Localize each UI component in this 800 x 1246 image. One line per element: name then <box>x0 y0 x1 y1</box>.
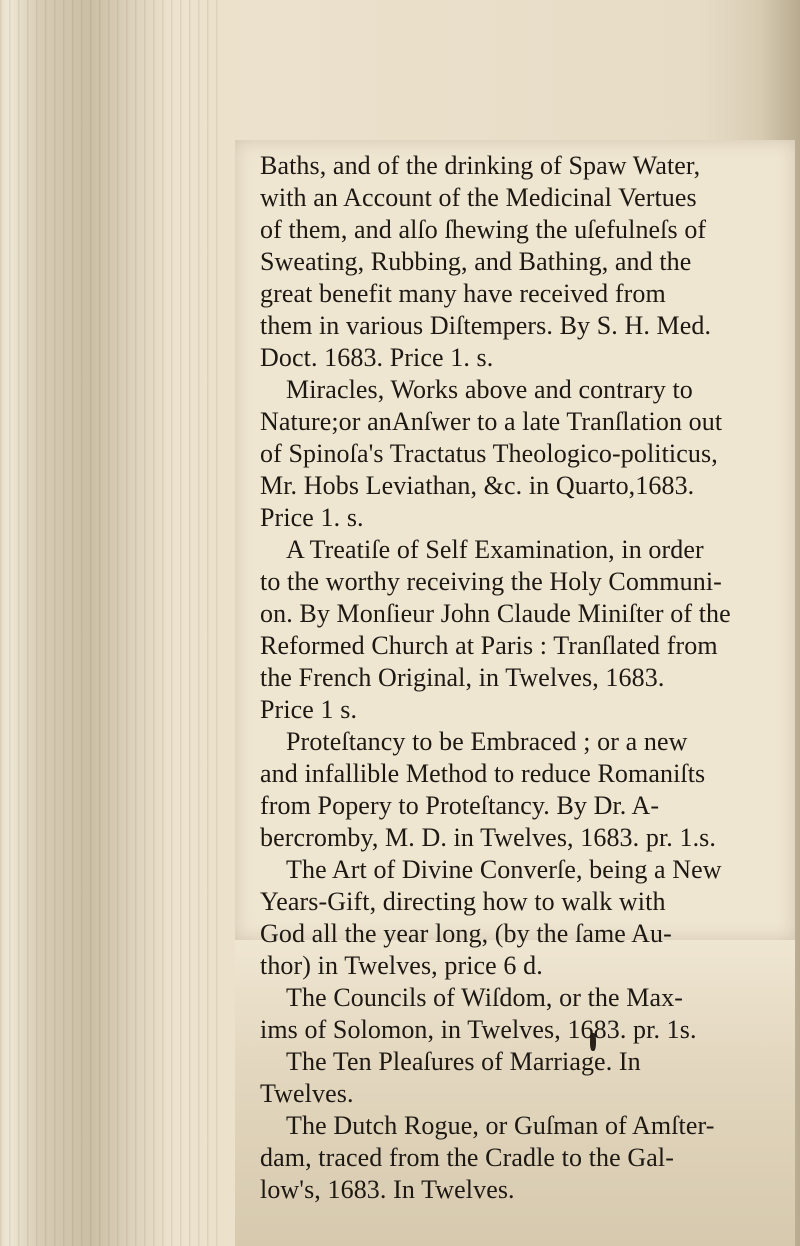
text-line: them in various Diſtempers. By S. H. Med. <box>260 311 712 340</box>
text-line: of them, and alſo ſhewing the uſefulneſs of <box>260 215 707 244</box>
text-line: of Spinoſa's Tractatus Theologico-politicus, <box>260 439 718 468</box>
text-line: The Art of Divine Converſe, being a New <box>286 855 722 884</box>
text-line: bercromby, M. D. in Twelves, 1683. pr. 1.s. <box>260 823 716 852</box>
text-line: ims of Solomon, in Twelves, 1683. pr. 1s. <box>260 1015 697 1044</box>
text-line: Price 1 s. <box>260 695 358 724</box>
text-line: Doct. 1683. Price 1. s. <box>260 343 494 372</box>
text-line: Price 1. s. <box>260 503 364 532</box>
text-line: dam, traced from the Cradle to the Gal- <box>260 1143 674 1172</box>
text-line: The Dutch Rogue, or Guſman of Amſter- <box>286 1111 715 1140</box>
text-line: Sweating, Rubbing, and Bathing, and the <box>260 247 692 276</box>
text-line: to the worthy receiving the Holy Communi- <box>260 567 722 596</box>
text-line: Mr. Hobs Leviathan, &c. in Quarto,1683. <box>260 471 695 500</box>
text-line: Twelves. <box>260 1079 354 1108</box>
text-line: Nature;or anAnſwer to a late Tranſlation out <box>260 407 723 436</box>
text-line: Reformed Church at Paris : Tranſlated from <box>260 631 718 660</box>
text-line: low's, 1683. In Twelves. <box>260 1175 515 1204</box>
text-line: Baths, and of the drinking of Spaw Water, <box>260 151 701 180</box>
text-line: great benefit many have received from <box>260 279 666 308</box>
text-line: the French Original, in Twelves, 1683. <box>260 663 665 692</box>
text-line: Miracles, Works above and contrary to <box>286 375 693 404</box>
text-line: Proteſtancy to be Embraced ; or a new <box>286 727 688 756</box>
text-line: and infallible Method to reduce Romaniſts <box>260 759 706 788</box>
text-line: with an Account of the Medicinal Vertues <box>260 183 697 212</box>
text-line: from Popery to Proteſtancy. By Dr. A- <box>260 791 660 820</box>
text-line: on. By Monſieur John Claude Miniſter of the <box>260 599 731 628</box>
text-line: A Treatiſe of Self Examination, in order <box>286 535 704 564</box>
text-line: The Ten Pleaſures of Marriage. In <box>286 1047 641 1076</box>
text-line: Years-Gift, directing how to walk with <box>260 887 666 916</box>
text-line: thor) in Twelves, price 6 d. <box>260 951 543 980</box>
book-advertisement-text <box>260 150 780 1206</box>
text-line: The Councils of Wiſdom, or the Max- <box>286 983 683 1012</box>
text-line: God all the year long, (by the ſame Au- <box>260 919 672 948</box>
book-gutter <box>0 0 220 1246</box>
